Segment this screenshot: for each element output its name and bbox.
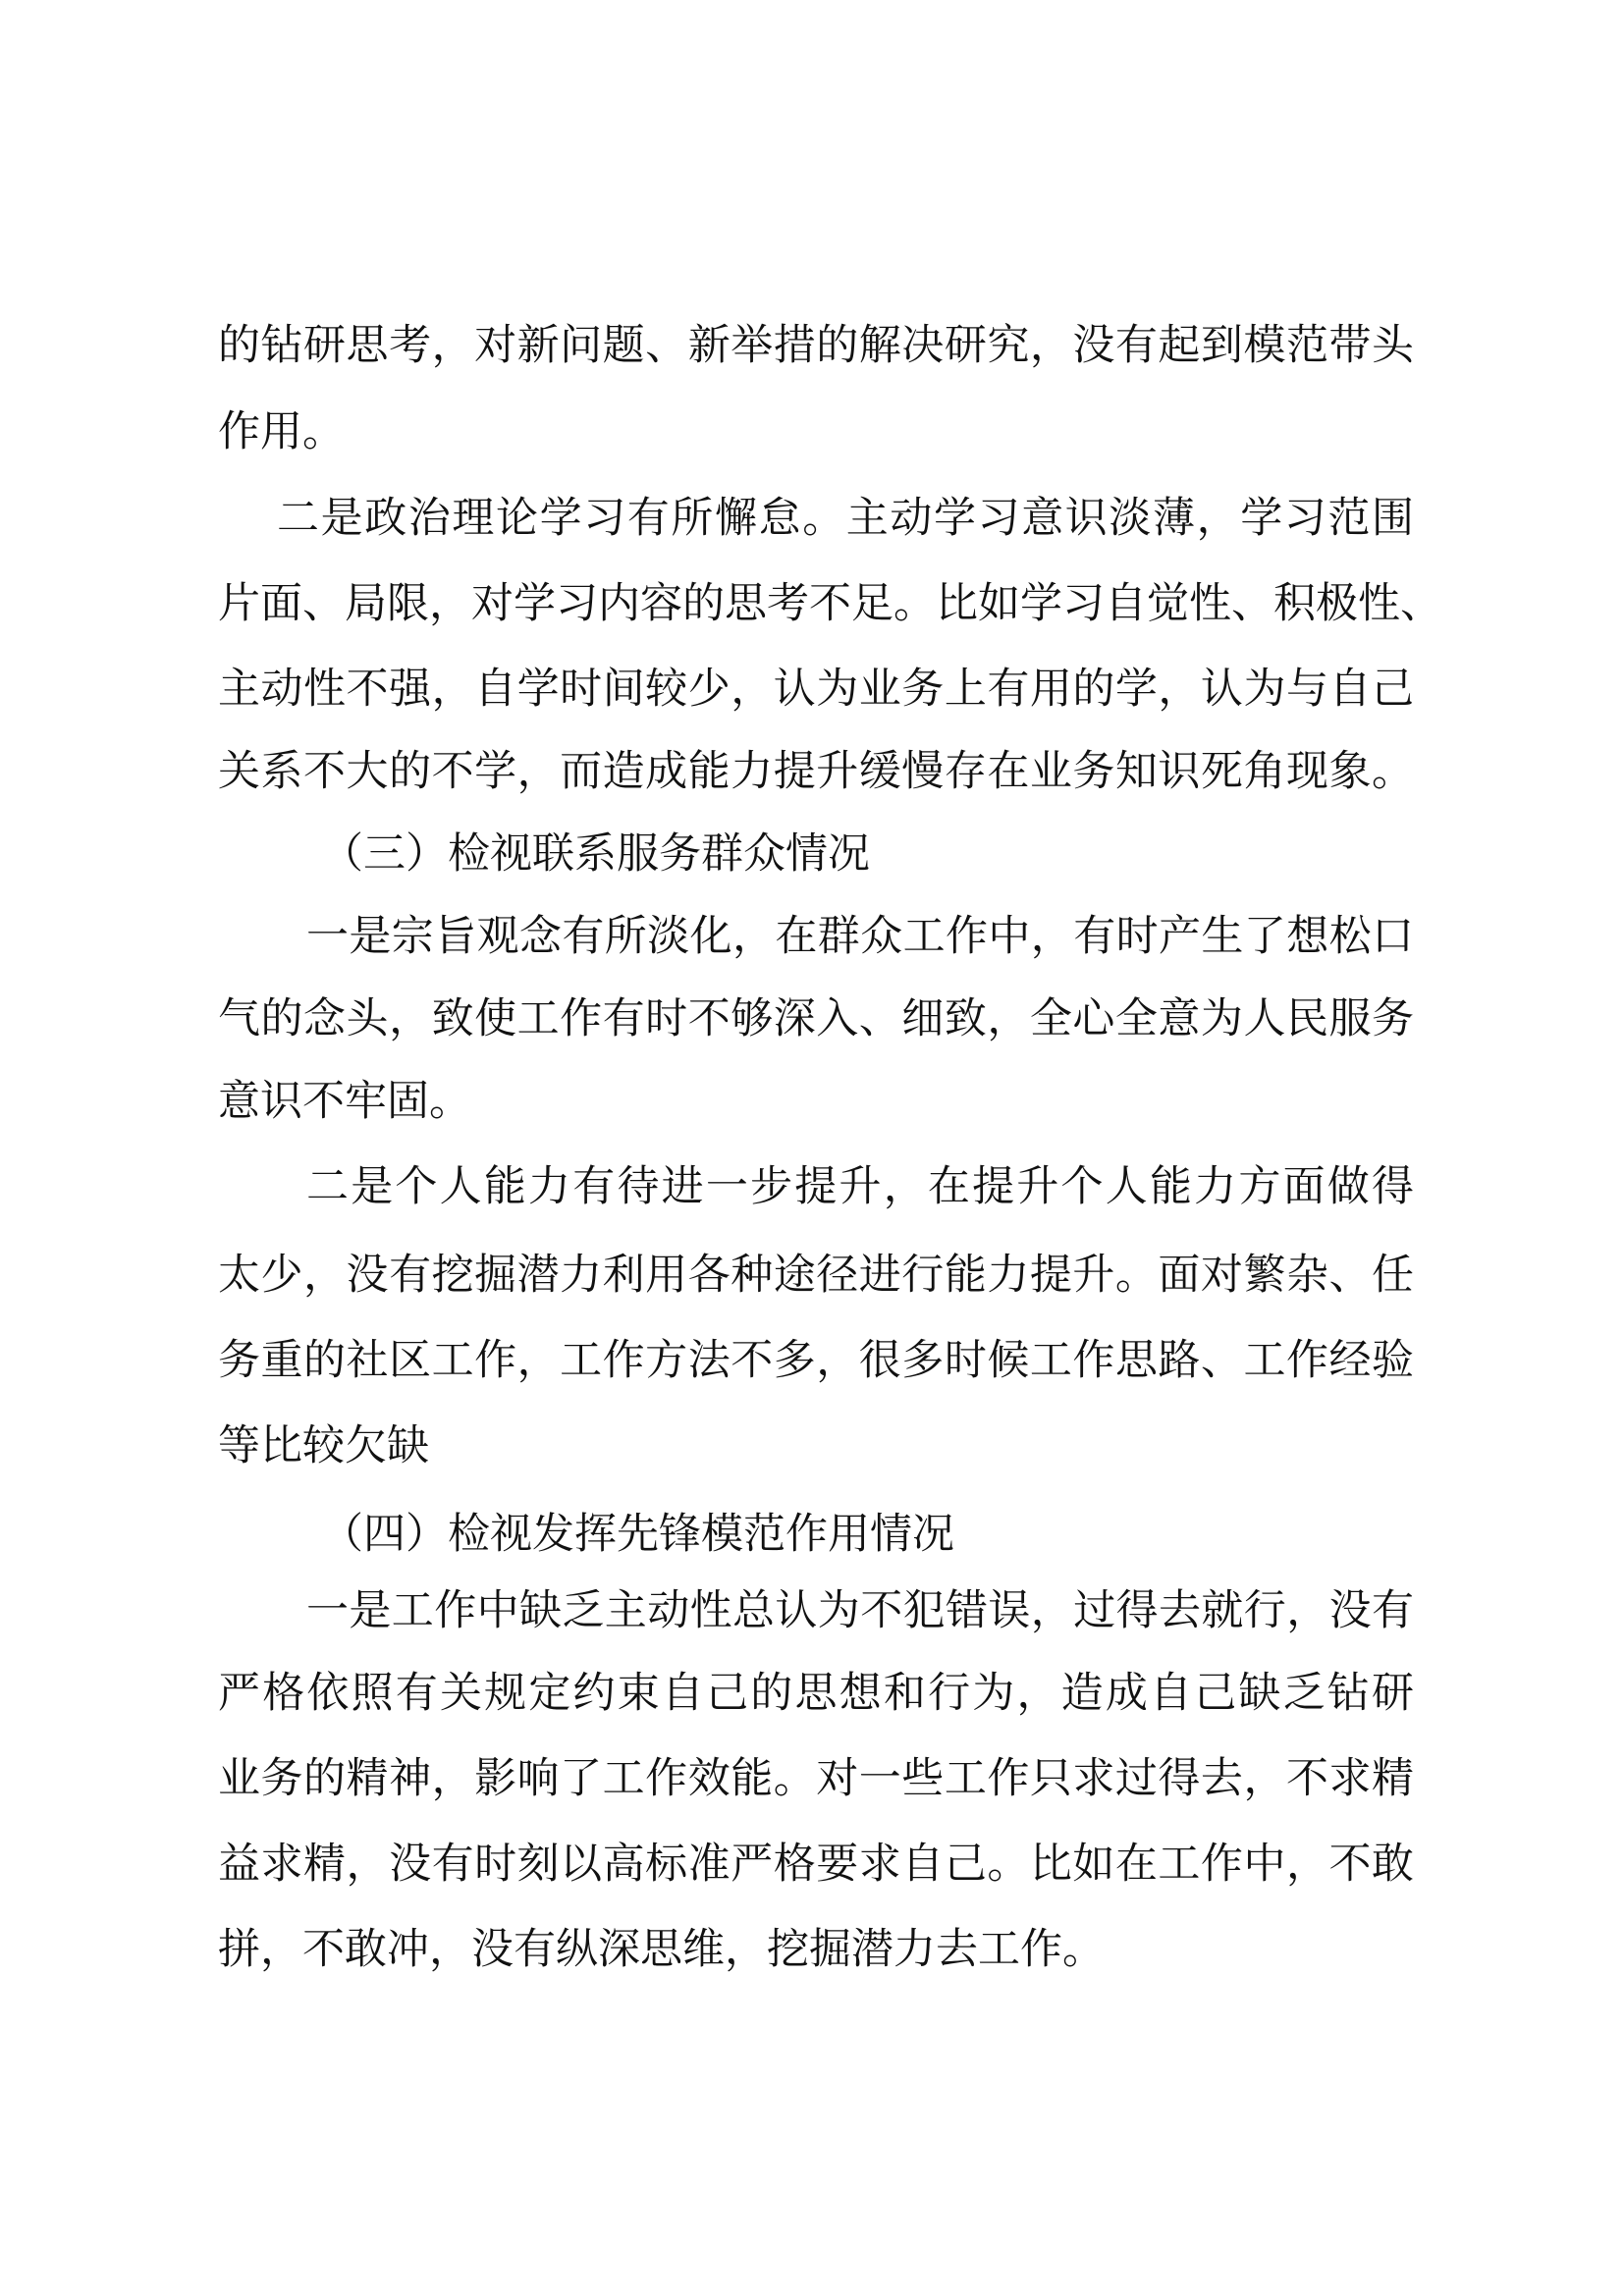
- text-line: 益求精，没有时刻以高标准严格要求自己。比如在工作中，不敢: [218, 1840, 1414, 1889]
- paragraph-start: 二是个人能力有待进一步提升，在提升个人能力方面做得: [306, 1162, 1414, 1211]
- text-line: 意识不牢固。: [218, 1077, 471, 1126]
- text-line: 业务的精神，影响了工作效能。对一些工作只求过得去，不求精: [218, 1754, 1414, 1803]
- text-line: 务重的社区工作，工作方法不多，很多时候工作思路、工作经验: [218, 1336, 1414, 1385]
- text-line: 太少，没有挖掘潜力利用各种途径进行能力提升。面对繁杂、任: [218, 1251, 1414, 1300]
- text-line: 严格依照有关规定约束自己的思想和行为，造成自己缺乏钻研: [218, 1669, 1414, 1718]
- text-line: 主动性不强，自学时间较少，认为业务上有用的学，认为与自己: [218, 665, 1414, 714]
- text-line: 片面、局限，对学习内容的思考不足。比如学习自觉性、积极性、: [218, 579, 1442, 628]
- paragraph-start: 一是工作中缺乏主动性总认为不犯错误，过得去就行，没有: [306, 1586, 1414, 1635]
- text-line: 气的念头，致使工作有时不够深入、细致，全心全意为人民服务: [218, 994, 1414, 1043]
- section-heading: （四）检视发挥先锋模范作用情况: [321, 1510, 954, 1559]
- text-line: 等比较欠缺: [218, 1421, 429, 1470]
- paragraph-start: 一是宗旨观念有所淡化，在群众工作中，有时产生了想松口: [306, 912, 1414, 961]
- text-line: 关系不大的不学，而造成能力提升缓慢存在业务知识死角现象。: [218, 747, 1414, 796]
- paragraph-start: 二是政治理论学习有所懈怠。主动学习意识淡薄，学习范围: [277, 494, 1414, 543]
- section-heading: （三）检视联系服务群众情况: [321, 829, 870, 879]
- text-line: 作用。: [218, 407, 345, 456]
- text-line: 拼，不敢冲，没有纵深思维，挖掘潜力去工作。: [218, 1925, 1105, 1974]
- text-line: 的钻研思考，对新问题、新举措的解决研究，没有起到模范带头: [218, 321, 1414, 370]
